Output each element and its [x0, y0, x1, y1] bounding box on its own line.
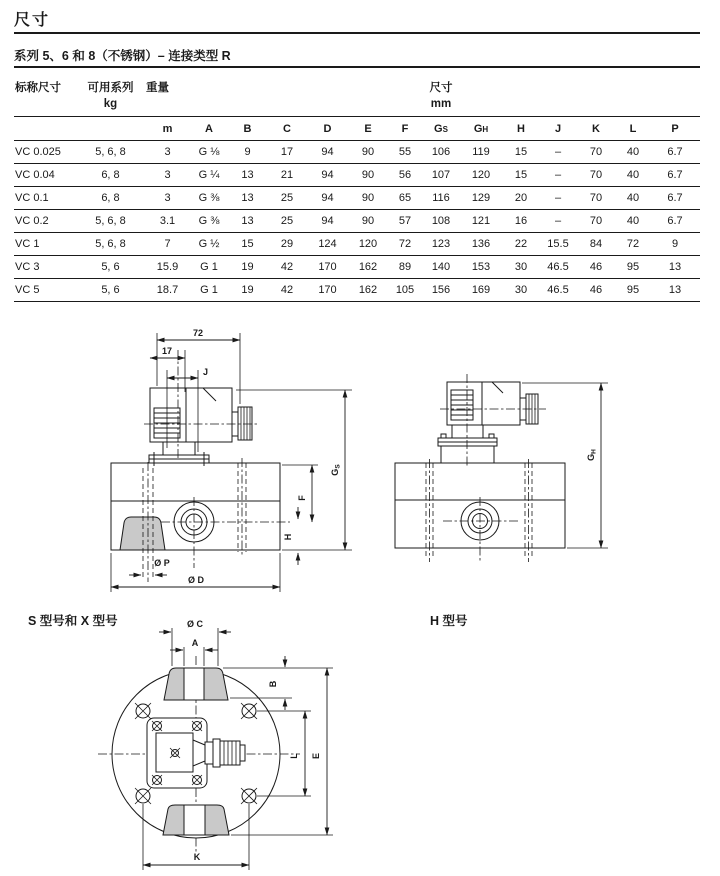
drawing-side-view-h	[395, 374, 608, 562]
dim-label-k: K	[193, 852, 201, 862]
table-row: VC 0.1 6, 8 3 G ⅜ 13 25 94 90 65 116 129 20 – 70 40 6.7	[14, 187, 700, 210]
dim-label-c: Ø C	[186, 619, 204, 629]
table-row: VC 0.04 6, 8 3 G ¼ 13 21 94 90 56 107 120 15 – 70 40 6.7	[14, 164, 700, 187]
header-available-series: 可用系列 kg	[76, 78, 145, 117]
dim-label-a: A	[191, 638, 199, 648]
sx-model-label: S 型号和 X 型号	[28, 614, 118, 628]
drawing-side-view-sx	[111, 328, 352, 592]
dim-label-17: 17	[161, 346, 173, 356]
col-H: H	[502, 117, 540, 141]
table-row: VC 3 5, 6 15.9 G 1 19 42 170 162 89 140 153 30 46.5 46 95 13	[14, 256, 700, 279]
dim-label-j: J	[203, 367, 209, 377]
col-m: m	[145, 117, 190, 141]
dim-label-p: Ø P	[154, 558, 170, 568]
header-dimensions: 尺寸 mm	[422, 78, 460, 117]
dim-label-l: L	[289, 753, 299, 759]
header-nominal-size: 标称尺寸	[14, 78, 76, 117]
table-row: VC 0.2 5, 6, 8 3.1 G ⅜ 13 25 94 90 57 108 121 16 – 70 40 6.7	[14, 210, 700, 233]
col-A: A	[190, 117, 228, 141]
dim-label-h: H	[283, 533, 293, 541]
h-model-label: H 型号	[430, 614, 468, 628]
col-L: L	[616, 117, 650, 141]
drawing-top-view	[98, 619, 333, 870]
dim-label-e: E	[311, 752, 321, 760]
dim-label-b: B	[268, 680, 278, 688]
table-row: VC 0.025 5, 6, 8 3 G ⅛ 9 17 94 90 55 106 119 15 – 70 40 6.7	[14, 141, 700, 164]
col-K: K	[576, 117, 616, 141]
col-C: C	[267, 117, 307, 141]
col-D: D	[307, 117, 348, 141]
header-weight: 重量	[145, 78, 190, 117]
col-B: B	[228, 117, 267, 141]
dim-label-gs: GS	[330, 464, 342, 476]
table-row: VC 5 5, 6 18.7 G 1 19 42 170 162 105 156 169 30 46.5 46 95 13	[14, 279, 700, 302]
col-Gh: GH	[460, 117, 502, 141]
dim-label-f: F	[297, 495, 307, 501]
col-F: F	[388, 117, 422, 141]
dim-label-72: 72	[192, 328, 204, 338]
col-J: J	[540, 117, 576, 141]
col-P: P	[650, 117, 700, 141]
section-title: 系列 5、6 和 8（不锈钢）– 连接类型 R	[14, 49, 231, 63]
col-Gs: GS	[422, 117, 460, 141]
col-E: E	[348, 117, 388, 141]
page-title: 尺寸	[14, 12, 51, 29]
dim-label-gh: GH	[586, 449, 598, 461]
table-row: VC 1 5, 6, 8 7 G ½ 15 29 124 120 72 123 136 22 15.5 84 72 9	[14, 233, 700, 256]
dim-label-d: Ø D	[187, 575, 205, 585]
